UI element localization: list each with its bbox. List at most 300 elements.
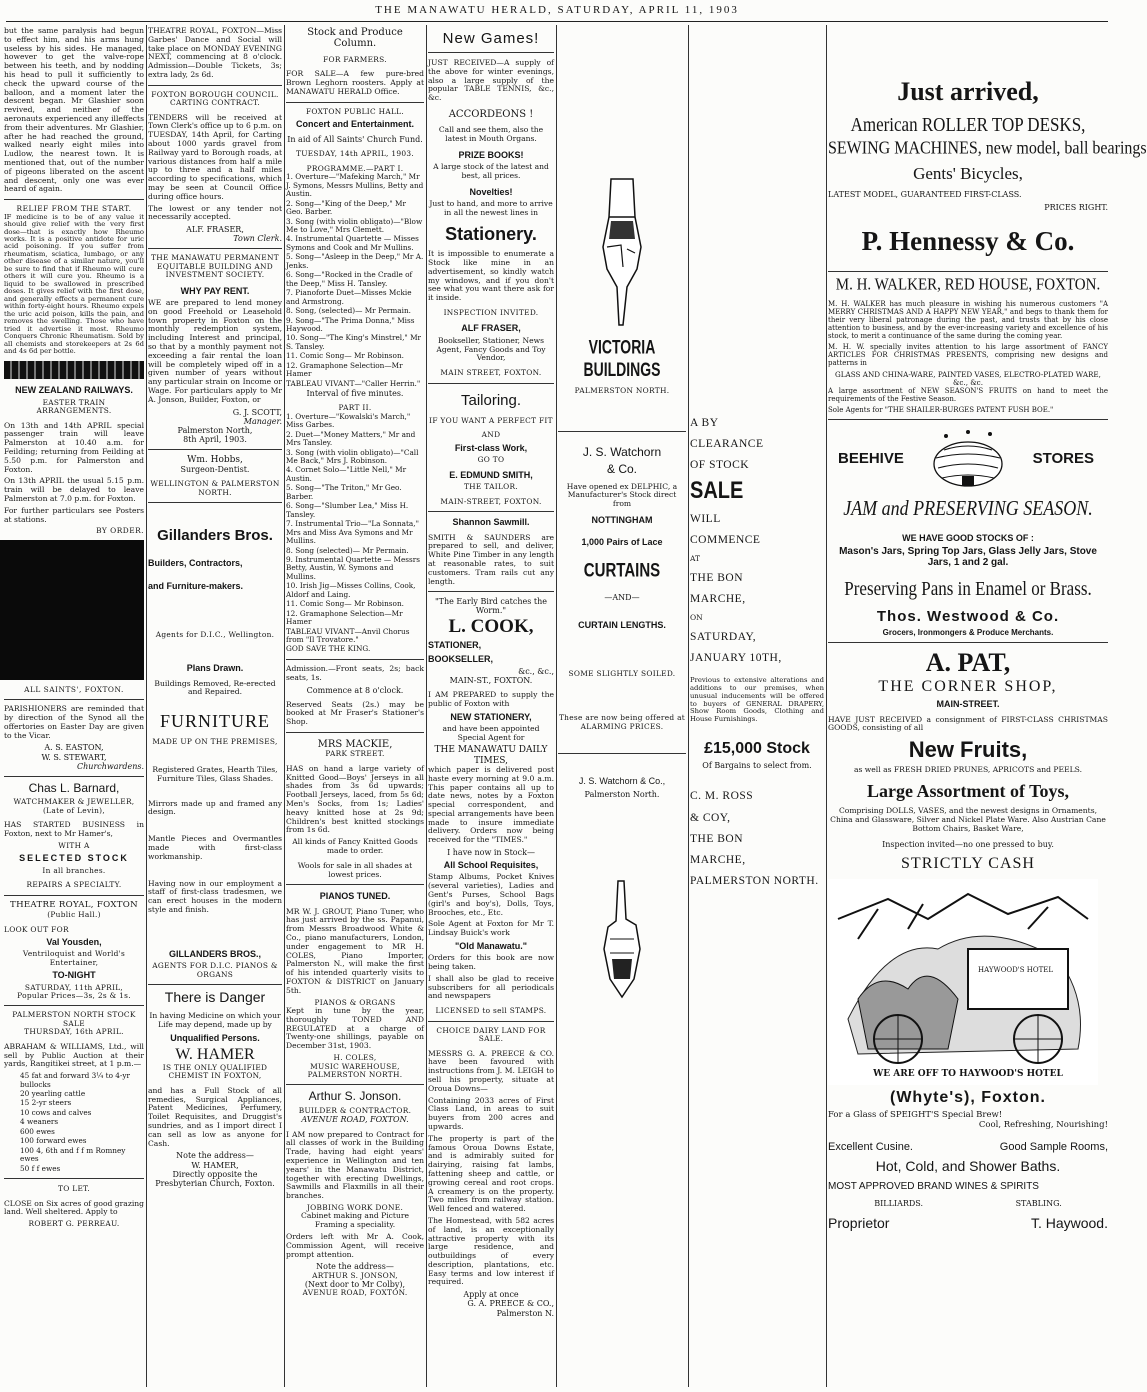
sawmill-title: Shannon Sawmill.	[452, 517, 530, 528]
smith-name: E. EDMUND SMITH,	[449, 470, 533, 481]
slightly-soiled: SOME SLIGHTLY SOILED.	[568, 669, 676, 679]
a-pat: A. PAT,	[925, 648, 1011, 678]
proprietor: Proprietor	[828, 1214, 890, 1231]
saints-sign-1: A. S. EASTON,	[44, 743, 104, 753]
theatre-body: THEATRE ROYAL, FOXTON—Miss Garbes' Dance and Social will take place on MONDAY EVENING NEXT, commencing at 8 o'clock. Admission—Double Tickets, 3s; extra lady, 2s 6d.	[148, 26, 282, 79]
jonson-sign: ARTHUR S. JONSON,	[312, 1270, 398, 1280]
fraser-name: ALF FRASER,	[461, 323, 521, 334]
hamer-note: Note the address—	[176, 1151, 254, 1161]
cook-address: MAIN-ST., FOXTON.	[449, 675, 533, 685]
tolet-name: ROBERT G. PERREAU.	[28, 1219, 120, 1229]
previous-alterations: Previous to extensive alterations and additions to our premises, when unusual inducements will be offered to buyers of GENERAL DRAPERY, Show Room Goods, Clothing and House Furnishings.	[690, 675, 824, 724]
programme-item: 4. Instrumental Quartette — Misses Symons and Cook and Mr Mullins.	[286, 234, 419, 252]
stock-item: 100 4, 6th and f f m Romney ewes	[20, 1145, 126, 1164]
walker-glass: GLASS AND CHINA-WARE, PAINTED VASES, ELECTRO-PLATED WARE, &c., &c.	[835, 369, 1101, 387]
rail-body-1: On 13th and 14th APRIL special passenger train will leave Palmerston at 10.40 a.m. for Feilding; returning from Feilding at 5.50 p.m. for Palmerston and Foxton.	[4, 420, 144, 474]
column-7	[828, 27, 1147, 1387]
westwood: Thos. Westwood & Co.	[876, 608, 1060, 626]
cook-name: L. COOK,	[448, 615, 534, 637]
council-title: FOXTON BOROUGH COUNCIL.	[151, 89, 279, 99]
roller-desks: American ROLLER TOP DESKS,	[850, 113, 1086, 136]
divider	[4, 776, 144, 777]
programme-item: GOD SAVE THE KING.	[286, 644, 371, 654]
sale-heading: SALE	[690, 478, 744, 505]
bicycles: Gents' Bicycles,	[913, 164, 1023, 184]
programme-item: 9. Instrumental Quartette — Messrs Betty, Austin, W. Symons and Mullins.	[286, 554, 421, 581]
divider	[828, 642, 1108, 643]
pianos-organs: PIANOS & ORGANS	[314, 997, 396, 1007]
furniture-body: MADE UP ON THE PREMISES,	[152, 736, 278, 746]
bon-marche-line: COMMENCE	[690, 534, 761, 547]
bon-marche-line: OF STOCK	[690, 459, 750, 472]
sewing-machines: SEWING MACHINES, new model, ball bearings	[828, 138, 1147, 159]
cook-stationer: STATIONER,	[428, 640, 482, 651]
programme-item: 5. Song—"The Triton," Mr Geo. Barber.	[286, 483, 402, 501]
early-bird: "The Early Bird catches the Worm."	[434, 597, 547, 616]
mirrors: Mirrors made up and framed any design.	[148, 798, 282, 817]
barnard-stock: SELECTED STOCK	[19, 853, 129, 864]
mackie-body: HAS on hand a large variety of Knitted Good—Boys' Jerseys in all shades from 3s 6d upwards; Football Jerseys, laced, from 5s 6d; Men's Socks, from 1s; Ladies' heavy knitted hose at 2s 9d; Children's best knitted stockings from 1s 6d.	[286, 763, 424, 835]
date-lines	[690, 631, 824, 665]
bon-marche-line: & COY,	[690, 811, 731, 824]
billiards-row	[828, 1199, 1108, 1208]
daily-times: THE MANAWATU DAILY TIMES,	[434, 745, 548, 766]
corner-shop: THE CORNER SHOP,	[878, 678, 1058, 696]
divider	[428, 591, 554, 592]
stock-items	[4, 1072, 144, 1173]
jonson-next: (Next door to Mr Colby),	[304, 1279, 406, 1289]
theatre2-prices: Popular Prices—3s, 2s & 1s.	[17, 990, 131, 1000]
hobbs-place: WELLINGTON & PALMERSTON NORTH.	[150, 479, 280, 497]
sample-rooms: Good Sample Rooms,	[999, 1140, 1108, 1153]
speight: For a Glass of SPEIGHT'S Special Brew!	[828, 1110, 1003, 1121]
danger-body: In having Medicine on which your Life may depend, made up by	[149, 1010, 281, 1029]
column-rule	[556, 25, 557, 1387]
jars: Mason's Jars, Spring Top Jars, Glass Jelly Jars, Stove Jars, 1 and 2 gal.	[839, 546, 1097, 569]
stock-column-title: Stock and Produce Column.	[307, 27, 403, 50]
coles-warehouse: MUSIC WAREHOUSE,	[310, 1061, 400, 1071]
cuisine-row	[828, 1141, 1108, 1154]
at: AT	[690, 554, 701, 564]
fraser-desc: Bookseller, Stationer, News Agent, Fancy Goods and Toy Vendor,	[436, 335, 546, 363]
nottingham: NOTTINGHAM	[591, 515, 653, 526]
stabling: STABLING.	[1015, 1198, 1062, 1208]
gillanders2-name: GILLANDERS BROS.,	[168, 948, 261, 959]
smith-address: MAIN-STREET, FOXTON.	[440, 496, 542, 506]
hennessy: P. Hennessy & Co.	[861, 225, 1075, 256]
stores-word: STORES	[1032, 450, 1094, 468]
watchorn-2: J. S. Watchorn & Co.,	[578, 776, 666, 787]
walker-body: M. H. WALKER has much pleasure in wishing his numerous customers "A MERRY CHRISTMAS AND A HAPPY NEW YEAR," and begs to thank them for their very liberal patronage during the past, and trusts that by his close attention to business, and by the ever-increasing variety and excellence of his stock, to merit a continuance of the same during the coming year.	[828, 299, 1108, 341]
old-manawatu: "Old Manawatu."	[454, 941, 528, 952]
dairy-place: Palmerston N.	[496, 1308, 554, 1318]
offering: These are now being offered at ALARMING PRICES.	[558, 713, 686, 731]
jonson-body: I AM now prepared to Contract for all classes of work in the Building Trade, having had eight years' experience in Wellington and ten years' in the Manawatu District, together with erecting Dwellings, Sawmills and Flaxmills in all their branches.	[286, 1129, 424, 1201]
prize-books: PRIZE BOOKS!	[458, 150, 524, 161]
society-place: Palmerston North,	[177, 425, 253, 435]
bon-marche-line: PALMERSTON NORTH.	[690, 874, 819, 887]
divider	[286, 884, 424, 885]
programme-item: 12. Gramaphone Selection—Mr Hamer	[286, 360, 403, 379]
inspection-invited: Inspection invited—no one pressed to buy.	[882, 839, 1054, 849]
mackie-name: MRS MACKIE,	[317, 739, 393, 751]
in-stock: I have now in Stock—	[447, 848, 535, 858]
council-role: Town Clerk.	[233, 234, 282, 244]
society-body: WE are prepared to lend money on good Freehold or Leasehold town property in Foxton on the monthly redemption system, including Interest and principal, so that by a monthly payment not exceeding a fair rental the loan will be completely wiped off in a given number of years without any particular strain on Income or Wage. For particulars apply to Mr A. Jonson, Builder, Foxton, or	[148, 298, 282, 404]
programme-part-1	[286, 173, 424, 388]
column-4	[428, 27, 554, 1387]
column-rule	[284, 25, 285, 1387]
stock-item: 100 forward ewes	[20, 1136, 87, 1146]
rail-title: NEW ZEALAND RAILWAYS.	[15, 385, 133, 396]
stock-body: ABRAHAM & WILLIAMS, Ltd., will sell by Public Auction at their yards, Rangitikei street, at 1 p.m.—	[4, 1041, 144, 1069]
cook-etc: &c., &c.,	[518, 666, 554, 676]
plans-title: Plans Drawn.	[186, 663, 244, 674]
hamer-name: W. HAMER	[175, 1045, 255, 1063]
column-1	[4, 27, 144, 1387]
jonson-address-2: AVENUE ROAD, FOXTON.	[302, 1288, 408, 1298]
walker-title: M. H. WALKER, RED HOUSE, FOXTON.	[835, 275, 1101, 294]
saints-sign-2: W. S. STEWART,	[41, 752, 107, 762]
bon-marche-line: CLEARANCE	[690, 438, 764, 451]
tailor-work: First-class Work,	[454, 442, 528, 453]
main-street: MAIN-STREET.	[936, 699, 1000, 710]
reserved: Reserved Seats (2s.) may be booked at Mr Fraser's Stationer's Shop.	[286, 699, 424, 727]
whytes: (Whyte's), Foxton.	[889, 1089, 1046, 1107]
received: HAVE JUST RECEIVED a consignment of FIRST-CLASS CHRISTMAS GOODS, consisting of all	[828, 714, 1108, 733]
games-body: JUST RECEIVED—A supply of the above for winter evenings, also a large supply of the popular TABLE TENNIS, &c., &c.	[428, 58, 554, 103]
column-rule	[426, 25, 427, 1387]
programme-item: 1. Overture—"Mafeking March," Mr J. Symons, Messrs Mullins, Betty and Austin.	[286, 172, 424, 199]
column-3	[286, 27, 424, 1387]
dried-fruits: as well as FRESH DRIED PRUNES, APRICOTS and PEELS.	[853, 765, 1083, 775]
old-body: Orders for this book are now being taken.	[428, 953, 554, 972]
pianos-body: MR W. J. GROUT, Piano Tuner, who has just arrived by the ss. Papanui, from Messrs Broadwood White & Co., piano manufacturers, London, under engagement to MR H. COLES, Piano Importer, Palmerston N., will make the first of his intended quarterly visits to FOXTON & DISTRICT on January 5th.	[286, 906, 424, 995]
dairy-sign: G. A. PREECE & CO.,	[467, 1299, 554, 1309]
cook-agent: and have been appointed Special Agent for	[442, 723, 540, 742]
stock-item: 10 cows and calves	[20, 1107, 92, 1117]
council-subtitle: CARTING CONTRACT.	[170, 98, 260, 108]
stock-item: 15 2-yr steers	[20, 1098, 72, 1108]
sawmill-body: SMITH & SAUNDERS are prepared to sell, and deliver, White Pine Timber in any length at reasonable rates, to suit customers. Tram rails cut any length.	[428, 532, 554, 586]
programme-item: 8. Song (selected)— Mr Permain.	[286, 545, 409, 555]
society-head: WHY PAY RENT.	[180, 285, 250, 296]
school-requisites: All School Requisites,	[443, 860, 539, 871]
accordeons-body: Call and see them, also the latest in Mouth Organs.	[438, 125, 544, 144]
stock-date: THURSDAY, 16th APRIL.	[24, 1027, 124, 1037]
jonson-address: AVENUE ROAD, FOXTON.	[301, 1115, 409, 1125]
programme-part-2	[286, 413, 424, 654]
bon-marche-line: THE BON	[690, 832, 744, 845]
pianos-kept: Kept in tune by the year, thoroughly TONED AND REGULATED at a charge of Twenty-one shillings, payable on December 31st, 1903.	[286, 1006, 424, 1051]
programme-item: 5. Song—"Asleep in the Deep," Mr A. Jenks.	[286, 252, 424, 270]
column-rule	[688, 25, 689, 1387]
bon-marche-line: SATURDAY,	[690, 630, 757, 643]
pairs: 1,000 Pairs of Lace	[581, 537, 663, 548]
programme-item: TABLEAU VIVANT—Anvil Chorus from "Il Trovatore."	[286, 626, 410, 645]
tolet-title: TO LET.	[58, 1184, 90, 1194]
tailoring: Tailoring.	[460, 391, 522, 409]
school-body: Stamp Albums, Pocket Knives (several varieties), Ladies and Gent's Purses, School Bags (girl's and boy's), Dolls, Toys, Brooches, etc., Etc.	[428, 872, 554, 917]
programme-item: 11. Comic Song— Mr Robinson.	[286, 351, 404, 361]
theatre2-tonight: TO-NIGHT	[52, 970, 96, 981]
society-date: 8th April, 1903.	[183, 434, 247, 444]
programme-item: 11. Comic Song— Mr Robinson.	[286, 599, 404, 609]
mantels: Mantle Pieces and Overmantles made with first-class workmanship.	[148, 834, 282, 861]
toys: Large Assortment of Toys,	[867, 780, 1069, 801]
tailor-go: GO TO	[477, 454, 505, 464]
cook-bookseller: BOOKSELLER,	[428, 653, 494, 664]
divider	[828, 271, 1108, 272]
train-icon	[4, 361, 144, 379]
theatre2-title: THEATRE ROYAL, FOXTON	[10, 900, 138, 911]
strictly-cash: STRICTLY CASH	[901, 854, 1035, 872]
relief-title: RELIEF FROM THE START.	[16, 204, 132, 214]
beehive-banner	[828, 428, 1108, 492]
stock-item: 20 yearling cattle	[20, 1089, 86, 1098]
council-note: The lowest or any tender not necessarily accepted.	[148, 203, 282, 222]
tolet-body: CLOSE on Six acres of good grazing land. Well sheltered. Apply to	[4, 1198, 144, 1217]
hamer-sign: W. HAMER,	[191, 1160, 239, 1170]
rail-body-3: For further particulars see Posters at stations.	[4, 505, 144, 524]
column-2	[148, 27, 282, 1387]
gillanders-trade-1: Builders, Contractors,	[148, 558, 243, 569]
hobbs-name: Wm. Hobbs,	[187, 455, 243, 465]
haywood: T. Haywood.	[1030, 1214, 1108, 1231]
rail-body-2: On 13th APRIL the usual 5.15 p.m. train will be delayed to leave Palmerston at 7.0 p.m. for Foxton.	[4, 476, 144, 503]
programme-item: 7. Pianoforte Duet—Misses Mckie and Armstrong.	[286, 288, 412, 306]
periodicals: I shall also be glad to receive subscribers for all periodicals and newspapers	[428, 973, 554, 1001]
concert-aid: In aid of All Saints' Church Fund.	[287, 135, 423, 145]
beehive-icon	[928, 428, 1008, 490]
good-stocks: WE HAVE GOOD STOCKS OF :	[902, 532, 1034, 543]
bon-marche-line: MARCHE,	[690, 853, 746, 866]
column-rule	[146, 25, 147, 1387]
opened: Have opened ex DELPHIC, a Manufacturer's Stock direct from	[566, 481, 678, 509]
rail-subtitle: EASTER TRAIN ARRANGEMENTS.	[36, 397, 112, 416]
prize-body: A large stock of the latest and best, all prices.	[433, 162, 549, 181]
dairy-acres: Containing 2033 acres of First Class Land, in areas to suit buyers from 200 acres and upwards.	[428, 1095, 554, 1131]
rail-order: BY ORDER.	[96, 526, 144, 536]
divider	[148, 449, 282, 450]
accordeons: ACCORDEONS !	[448, 109, 534, 121]
hotel-illustration	[828, 879, 1108, 1085]
theatre2-hall: (Public Hall.)	[47, 910, 101, 920]
admission: Admission.—Front seats, 2s; back seats, 1s.	[286, 663, 424, 682]
gillanders-trade-2: and Furniture-makers.	[148, 580, 244, 591]
barnard-body: HAS STARTED BUSINESS in Foxton, next to Mr Hamer's,	[4, 820, 144, 839]
part-2: PART II.	[338, 403, 372, 413]
divider	[428, 52, 554, 53]
society-sign: G. J. SCOTT,	[232, 407, 282, 417]
coles-name: H. COLES,	[333, 1053, 377, 1063]
ross-lines	[690, 790, 824, 888]
divider	[286, 659, 424, 660]
hall-title: FOXTON PUBLIC HALL.	[305, 106, 405, 116]
hamer-body: IS THE ONLY QUALIFIED CHEMIST IN FOXTON,	[162, 1062, 268, 1081]
concert-title: Concert and Entertainment.	[295, 119, 414, 130]
programme-item: 3. Song (with violin obligato)—"Call Me Back," Mrs J. Robinson.	[286, 447, 419, 465]
wines: MOST APPROVED BRAND WINES & SPIRITS	[828, 1181, 1039, 1193]
bon-marche-line: WILL	[690, 513, 721, 526]
inspection: INSPECTION INVITED.	[443, 308, 539, 318]
divider	[148, 984, 282, 985]
smith-role: THE TAILOR.	[463, 482, 519, 492]
hamer-address: Directly opposite the Presbyterian Church, Foxton.	[155, 1169, 275, 1188]
on: ON	[690, 613, 703, 623]
jonson-name: Arthur S. Jonson.	[308, 1089, 402, 1104]
novelties-body: Just to hand, and more to arrive in all the newest lines in	[429, 199, 553, 217]
and: —AND—	[604, 592, 640, 602]
barnard-branches: In all branches.	[42, 865, 106, 875]
billiards: BILLIARDS.	[874, 1198, 924, 1208]
just-arrived: Just arrived,	[897, 77, 1039, 106]
hotel-banner: WE ARE OFF TO HAYWOOD'S HOTEL	[873, 1069, 1063, 1080]
barnard-late: (Late of Levin),	[42, 805, 106, 815]
divider	[558, 753, 686, 754]
society-role: Manager.	[243, 416, 282, 426]
column-6	[690, 27, 824, 1387]
games-title: New Games!	[442, 30, 540, 47]
dairy-homestead: The Homestead, with 582 acres of land, is an exceptionally attractive property with its large residence, and outbuildings of every description, plantations, etc. Easy terms and low interest if required.	[428, 1215, 554, 1287]
watchorn-name: J. S. Watchorn	[582, 445, 662, 460]
programme-item: 12. Gramaphone Selection—Mr Hamer	[286, 608, 403, 627]
forsale: FOR SALE—A few pure-bred Brown Leghorn roosters. Apply at MANAWATU HERALD Office.	[286, 69, 424, 96]
programme-item: 6. Song—"Slumber Lea," Miss H. Tansley.	[286, 501, 409, 519]
dairy-apply: Apply at once	[463, 1290, 519, 1300]
divider	[428, 383, 554, 384]
masthead-rule	[6, 21, 1108, 22]
bon-marche-line: A BY	[690, 417, 719, 429]
jonson-note: Note the address—	[316, 1262, 394, 1272]
preserving-pans: Preserving Pans in Enamel or Brass.	[844, 576, 1092, 600]
redacted-block	[0, 540, 144, 680]
coles-place: PALMERSTON NORTH.	[307, 1069, 403, 1079]
stationery: Stationery.	[445, 223, 537, 244]
programme-item: TABLEAU VIVANT—"Caller Herrin."	[286, 378, 421, 388]
stock-item: 45 fat and forward 3¼ to 4-yr bullocks	[20, 1071, 131, 1089]
programme-item: 2. Song—"King of the Deep," Mr Geo. Barber.	[286, 198, 406, 217]
council-sign: ALF. FRASER,	[186, 225, 244, 235]
divider	[148, 85, 282, 86]
pointing-hand-icon	[600, 879, 644, 999]
daily-body: which paper is delivered post haste every morning at 9.0 a.m. This paper contains all up to date news, notes by a Foxton special correspondent, and special arrangements have been made to insure immediate delivery. Orders now being received for the "TIMES."	[428, 764, 554, 845]
saints-title: ALL SAINTS', FOXTON.	[24, 684, 124, 694]
pianos-title: PIANOS TUNED.	[319, 891, 391, 902]
tailor-body: IF YOU WANT A PERFECT FIT	[429, 415, 553, 425]
relief-body: IF medicine is to be of any value it should give relief with the very first dose—that is exactly how Rheumo works. It is a positive antidote for uric acid poisoning. If you suffer from rheumatism, sciatica, lumbago, or any other disease of a similar nature, you'll be sure to find that if Rheumo will cure others it will cure you. Rheumo is a liquid to be swallowed in prescribed doses. It gives relief with the first dose, and generally effects a permanent cure within forty-eight hours. Rheumo expels the uric acid poison, kills the pain, and removes the swelling. Those who have tried it advertise it most. Rheumo Conquers Chronic Rheumatism. Sold by all chemists and storekeepers at 2s 6d and 4s 6d per bottle.	[4, 212, 144, 356]
pointing-hand-icon	[597, 177, 647, 327]
divider	[286, 732, 424, 733]
divider	[286, 102, 424, 103]
column-5	[558, 27, 686, 1387]
bargains: Of Bargains to select from.	[702, 761, 812, 771]
divider	[558, 431, 686, 432]
novelties: Novelties!	[469, 186, 513, 197]
walker-agent: Sole Agents for "THE SHAILER-BURGES PATENT FUSH BOE."	[828, 406, 1054, 415]
programme-item: 4. Cornet Solo—"Little Nell," Mr Austin.	[286, 465, 407, 483]
new-fruits: New Fruits,	[908, 737, 1028, 763]
danger-unqualified: Unqualified Persons.	[170, 1032, 260, 1043]
divider	[286, 1084, 424, 1085]
gillanders-agents: Agents for D.I.C., Wellington.	[155, 629, 275, 639]
divider	[4, 1178, 144, 1179]
part-1: PROGRAMME.—PART I.	[306, 163, 404, 173]
programme-item: 10. Irish Jig—Misses Collins, Cook, Aldorf and Laing.	[286, 581, 416, 599]
divider	[148, 248, 282, 249]
cabinet: Cabinet making and Picture Framing a speciality.	[301, 1211, 409, 1230]
barnard-trade: WATCHMAKER & JEWELLER,	[13, 797, 135, 807]
palmerston-north-2: Palmerston North.	[584, 789, 660, 799]
staff: Having now in our employment a staff of first-class tradesmen, we can erect houses in the modern style and finish.	[148, 878, 282, 915]
baths: Hot, Cold, and Shower Baths.	[875, 1158, 1061, 1175]
divider	[428, 1021, 554, 1022]
commence: Commence at 8 o'clock.	[306, 685, 404, 695]
stationery-body: It is impossible to enumerate a Stock like mine in an advertisement, so kindly watch my windows, and if you don't see what you want there ask for it inside.	[428, 249, 554, 303]
divider	[828, 419, 1108, 420]
programme-item: 7. Instrumental Trio—"La Sonnata," Mrs and Miss Ava Symons and Mr Mullins.	[286, 519, 419, 546]
latest-model: LATEST MODEL, GUARANTEED FIRST-CLASS.	[828, 189, 1022, 199]
tailor-and: AND	[481, 430, 501, 440]
furniture-title: FURNITURE	[159, 711, 270, 732]
curtain-lengths: CURTAIN LENGTHS.	[578, 619, 666, 630]
grates: Registered Grates, Hearth Tiles, Furniture Tiles, Glass Shades.	[152, 765, 278, 783]
programme-item: 6. Song—"Rocked in the Cradle of the Deep," Miss H. Tansley.	[286, 270, 413, 288]
stock-item: 4 weaners	[20, 1117, 59, 1127]
programme-item: 2. Duet—"Money Matters," Mr and Mrs Tansley.	[286, 429, 416, 448]
divider	[4, 199, 144, 200]
orders: Orders left with Mr A. Cook, Commission Agent, will receive prompt attention.	[286, 1232, 424, 1259]
jobbing: JOBBING WORK DONE.	[306, 1202, 404, 1212]
programme-item: 8. Song, (selected)— Mr Permain.	[286, 306, 412, 316]
hobbs-role: Surgeon-Dentist.	[180, 465, 250, 475]
divider	[4, 895, 144, 896]
sole-agent: Sole Agent at Foxton for Mr T. Lindsay Buick's work	[428, 919, 554, 938]
council-body: TENDERS will be received at Town Clerk's office up to 6 p.m. on TUESDAY, 14th April, for Carting about 1000 yards gravel from Railway yard to Borough roads, at various distances from half a mile up to three and a half miles according to specifications, which may be seen at Council Office during office hours.	[148, 112, 282, 201]
gillanders-name: Gillanders Bros.	[157, 527, 273, 545]
mackie-kinds: All kinds of Fancy Knitted Goods made to order.	[292, 837, 418, 856]
balloon-story: but the same paralysis had begun to effect him, and his arms hung useless by his sides. He managed, however to get the valve-rope between his teeth, and by nodding his head to pull it sufficiently to check the upward course of the balloon, and a moment later the descent began. Mr Glashier soon revived, and neither of the aeronauts experienced any illeffects from their adventures. Mr Glashier, after he had reached the ground, walked nearly eight miles into Ludlow, the nearest town. It is mentioned that, out of the number of pigeons liberated on the ascent and descent, only one was ever heard of again.	[4, 26, 144, 194]
fraser-address: MAIN STREET, FOXTON.	[440, 368, 542, 378]
barnard-name: Chas L. Barnard,	[28, 780, 120, 795]
stock-title: PALMERSTON NORTH STOCK SALE	[12, 1010, 136, 1028]
bon-marche-line: JANUARY 10TH,	[690, 651, 782, 664]
beehive-word: BEEHIVE	[838, 450, 904, 468]
theatre2-date: SATURDAY, 11th APRIL,	[24, 982, 124, 992]
saints-sign-3: Churchwardens.	[77, 761, 144, 771]
theatre2-look: LOOK OUT FOR	[4, 924, 69, 934]
dairy-title: CHOICE DAIRY LAND FOR SALE.	[436, 1025, 546, 1044]
masthead: THE MANAWATU HERALD, SATURDAY, APRIL 11, 1903	[375, 4, 739, 16]
curtains: CURTAINS	[583, 559, 661, 582]
walker-body-2: M. H. W. specially invites attention to his large assortment of FANCY ARTICLES FOR CHRISTMAS PRESENTS, comprising new designs and patterns in	[828, 343, 1108, 368]
cook-new: NEW STATIONERY,	[450, 711, 532, 722]
prices-right: PRICES RIGHT.	[1044, 202, 1108, 212]
watchorn-co: & Co.	[606, 462, 637, 477]
walker-fruits: A large assortment of NEW SEASON'S FRUITS on hand to meet the requirements of the Festive Season.	[828, 386, 1108, 404]
stock-item: 50 f f ewes	[20, 1163, 61, 1173]
licensed: LICENSED to sell STAMPS.	[435, 1006, 547, 1016]
programme-item: 9. Song—"The Prima Donna," Miss Haywood.	[286, 315, 415, 333]
coach-horses-icon	[828, 879, 1098, 1085]
divider	[428, 511, 554, 512]
theatre2-name: Val Yousden,	[46, 937, 102, 948]
farmers: FOR FARMERS.	[323, 54, 387, 64]
gillanders2-agents: AGENTS FOR D.I.C. PIANOS & ORGANS	[152, 961, 278, 979]
stock-15000: £15,000 Stock	[704, 740, 810, 758]
concert-date: TUESDAY, 14th APRIL, 1903.	[295, 149, 415, 159]
commence-lines	[690, 513, 824, 547]
